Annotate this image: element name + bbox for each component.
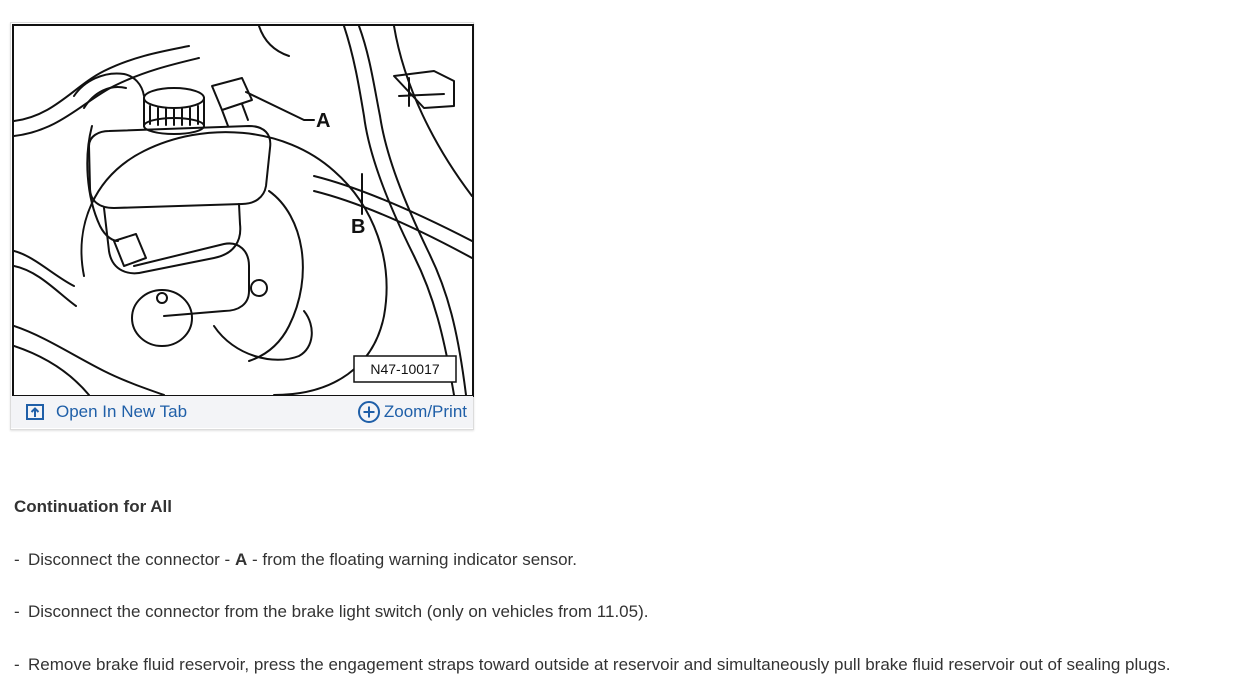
figure-card xyxy=(10,22,474,430)
brake-reservoir-diagram xyxy=(12,24,474,397)
open-in-new-tab-label: Open In New Tab xyxy=(56,402,188,421)
step-item xyxy=(14,602,648,622)
step-text: Remove brake fluid reservoir, press the engagement straps toward outside at reservoir and simultaneously pull brake fluid reservoir out of sealing plugs. xyxy=(28,655,1171,674)
step-item xyxy=(14,550,577,570)
step-text: - from the floating warning indicator sensor. xyxy=(247,550,578,569)
diagram-drawing xyxy=(14,26,472,395)
section-title: Continuation for All xyxy=(14,497,173,516)
image-id-label: N47-10017 xyxy=(370,361,440,377)
step-dash: - xyxy=(14,550,20,569)
callout-b-label: B xyxy=(351,216,366,238)
zoom-print-label: Zoom/Print xyxy=(383,402,467,421)
callout-a-label: A xyxy=(316,110,331,132)
callout-reference: A xyxy=(234,550,248,569)
step-dash: - xyxy=(14,602,20,621)
step-dash: - xyxy=(14,655,20,674)
step-text: Disconnect the connector - xyxy=(28,550,235,569)
open-in-new-tab-link[interactable] xyxy=(25,396,187,428)
zoom-print-link[interactable] xyxy=(357,396,467,428)
open-new-tab-icon xyxy=(25,403,45,421)
step-item xyxy=(14,655,1170,675)
step-text: Disconnect the connector from the brake light switch (only on vehicles from 11.05). xyxy=(28,602,649,621)
zoom-plus-icon xyxy=(357,400,381,424)
figure-toolbar xyxy=(11,396,473,428)
